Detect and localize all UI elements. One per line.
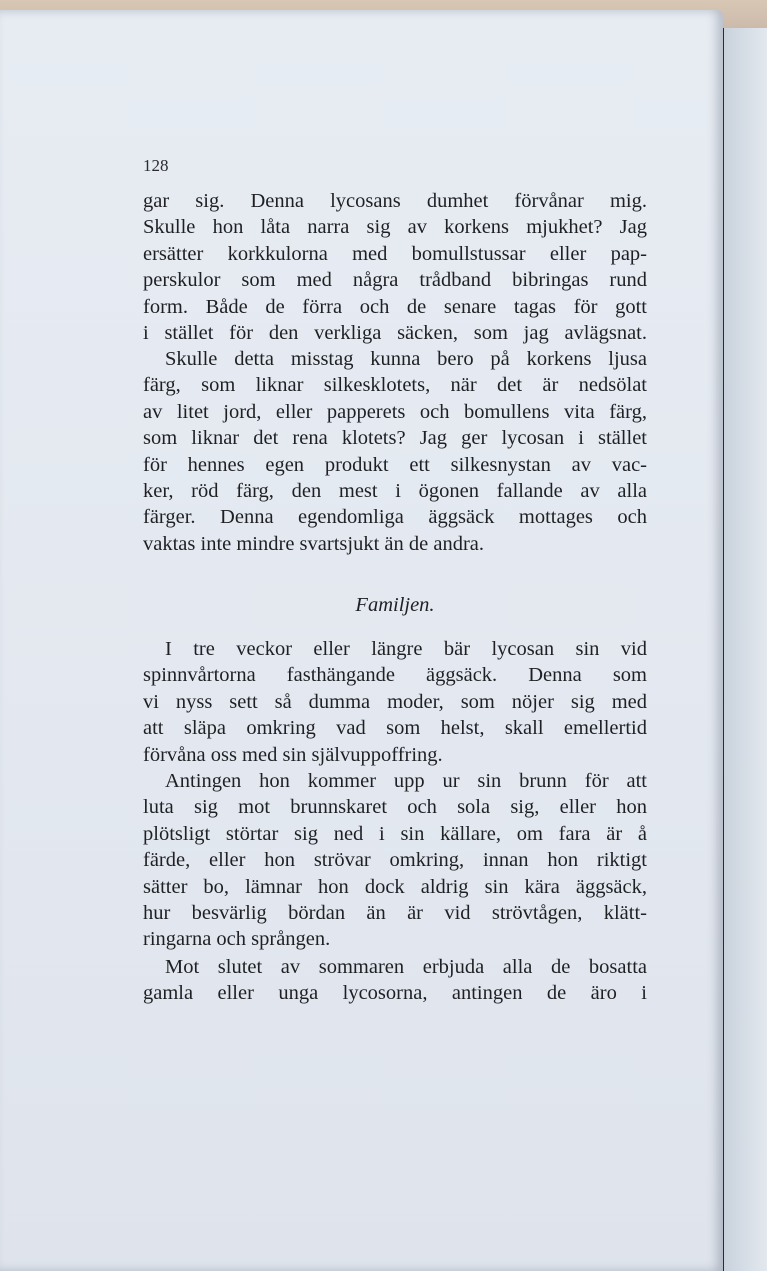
text-line: gar sig. Denna lycosans dumhet förvånar mig. bbox=[143, 190, 647, 212]
text-line: luta sig mot brunnskaret och sola sig, eller hon bbox=[143, 796, 647, 819]
text-line: som liknar det rena klotets? Jag ger lycosan i stället bbox=[143, 427, 647, 450]
text-line: ersätter korkkulorna med bomullstussar eller pap- bbox=[143, 242, 647, 265]
paragraph bbox=[143, 346, 647, 557]
text-line: spinnvårtorna fasthängande äggsäck. Denna som bbox=[143, 664, 647, 687]
text-line: Antingen hon kommer upp ur sin brunn för att bbox=[165, 770, 647, 792]
text-line: av litet jord, eller papperets och bomullens vita färg, bbox=[143, 400, 647, 423]
text-line: Skulle hon låta narra sig av korkens mjukhet? Jag bbox=[143, 216, 647, 239]
book-page bbox=[0, 10, 723, 1271]
text-line: att släpa omkring vad som helst, skall emellertid bbox=[143, 717, 647, 740]
text-line: färde, eller hon strövar omkring, innan hon riktigt bbox=[143, 849, 647, 872]
paragraph bbox=[143, 636, 647, 768]
next-page-edge bbox=[722, 28, 767, 1271]
text-line: hur besvärlig bördan än är vid strövtågen, klätt- bbox=[143, 901, 647, 924]
text-line: plötsligt störtar sig ned i sin källare, om fara är å bbox=[143, 822, 647, 845]
text-line: sätter bo, lämnar hon dock aldrig sin kära äggsäck, bbox=[143, 875, 647, 898]
paragraph bbox=[143, 768, 647, 953]
text-line: I tre veckor eller längre bär lycosan sin vid bbox=[165, 638, 647, 660]
text-line: vaktas inte mindre svartsjukt än de andra. bbox=[143, 532, 484, 555]
text-line: gamla eller unga lycosorna, antingen de äro i bbox=[143, 982, 647, 1005]
paragraph bbox=[143, 954, 647, 1007]
paragraph bbox=[143, 188, 647, 346]
text-line: i stället för den verkliga säcken, som jag avlägsnat. bbox=[143, 321, 647, 344]
section-heading: Familjen. bbox=[355, 594, 435, 616]
text-line: Skulle detta misstag kunna bero på korkens ljusa bbox=[165, 348, 647, 370]
text-line: ker, röd färg, den mest i ögonen fallande av alla bbox=[143, 479, 647, 502]
text-line: färger. Denna egendomliga äggsäck mottages och bbox=[143, 506, 647, 529]
text-line: förvåna oss med sin självuppoffring. bbox=[143, 743, 443, 766]
text-line: Mot slutet av sommaren erbjuda alla de bosatta bbox=[165, 956, 647, 978]
page-number: 128 bbox=[143, 156, 169, 175]
text-line: form. Både de förra och de senare tagas för gott bbox=[143, 295, 647, 318]
text-line: ringarna och sprången. bbox=[143, 928, 331, 951]
text-line: perskulor som med några trådband bibringas rund bbox=[143, 269, 647, 292]
text-line: vi nyss sett så dumma moder, som nöjer sig med bbox=[143, 690, 647, 713]
text-line: för hennes egen produkt ett silkesnystan av vac- bbox=[143, 453, 647, 476]
text-line: färg, som liknar silkesklotets, när det är nedsölat bbox=[143, 374, 647, 397]
